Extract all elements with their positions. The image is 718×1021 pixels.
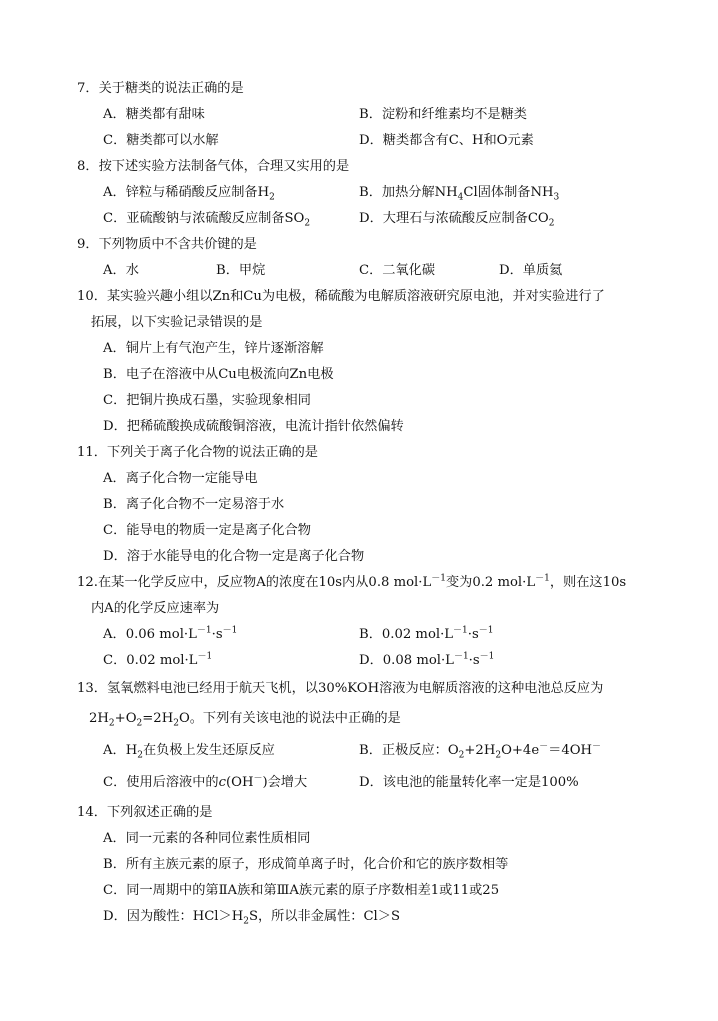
option-text: ＝4OH [548, 743, 593, 758]
option-text: C．使用后溶液中的 [103, 775, 219, 790]
option-c: C．把铜片换成石墨，实验现象相同 [103, 393, 311, 408]
subscript: 3 [553, 192, 560, 203]
question-7 [77, 80, 244, 98]
option-b: B．电子在溶液中从Cu电极流向Zn电极 [103, 367, 334, 382]
question-stem: 下列叙述正确的是 [106, 805, 213, 820]
option-d: D．把稀硫酸换成硫酸铜溶液，电流计指针依然偏转 [103, 419, 404, 434]
option-c [103, 774, 307, 792]
option-b [359, 184, 559, 202]
subscript: 4 [457, 192, 464, 203]
question-stem: 按下述实验方法制备气体，合理又实用的是 [98, 159, 350, 174]
superscript: － [253, 773, 263, 784]
option-d: D．该电池的能量转化率一定是100% [359, 775, 579, 790]
option-text: )会增大 [262, 775, 308, 790]
italic-variable: c [218, 775, 226, 790]
question-9 [77, 236, 257, 254]
superscript: －1 [197, 651, 213, 662]
superscript: －1 [535, 573, 550, 584]
question-stem: 变为0.2 mol·L [445, 575, 536, 590]
option-a [103, 184, 275, 202]
equation-text: =2H [142, 711, 174, 726]
option-b: B．甲烷 [216, 263, 266, 278]
question-stem: 氢氧燃料电池已经用于航天飞机，以30%KOH溶液为电解质溶液的这种电池总反应为 [106, 681, 604, 696]
option-text: D．大理石与浓硫酸反应制备CO [359, 211, 549, 226]
question-number: 13． [77, 681, 107, 696]
subscript: 2 [304, 218, 311, 229]
subscript: 2 [173, 718, 179, 729]
superscript: －1 [453, 651, 469, 662]
question-11 [77, 444, 318, 462]
subscript: 2 [458, 750, 465, 761]
subscript: 2 [495, 750, 502, 761]
option-b: B．淀粉和纤维素均不是糖类 [359, 107, 527, 122]
option-text: A．H [103, 743, 138, 758]
option-text: 在负极上发生还原反应 [142, 743, 275, 758]
question-13 [77, 680, 603, 698]
option-text: B．加热分解NH [359, 185, 458, 200]
option-a: A．同一元素的各种同位素性质相同 [103, 831, 311, 846]
option-b [359, 626, 493, 644]
question-stem: 在某一化学反应中，反应物A的浓度在10s内从0.8 mol·L [97, 575, 432, 590]
option-text: Cl固体制备NH [463, 185, 554, 200]
question-stem-continued: 拓展，以下实验记录错误的是 [91, 315, 263, 330]
option-a: A．离子化合物一定能导电 [103, 471, 258, 486]
option-c [103, 210, 310, 228]
superscript: －1 [431, 573, 446, 584]
question-equation-line [89, 710, 401, 728]
question-stem: 某实验兴趣小组以Zn和Cu为电极，稀硫酸为电解质溶液研究原电池，并对实验进行了 [106, 289, 605, 304]
superscript: － [592, 741, 602, 752]
option-text: ·s [211, 627, 223, 642]
question-stem: 关于糖类的说法正确的是 [98, 81, 244, 96]
option-text: (OH [225, 775, 254, 790]
superscript: － [539, 741, 549, 752]
question-number: 8． [77, 159, 99, 174]
option-d [359, 652, 494, 670]
option-text: D．0.08 mol·L [359, 653, 454, 668]
subscript: 2 [136, 718, 143, 729]
option-c: C．同一周期中的第ⅡA族和第ⅢA族元素的原子序数相差1或11或25 [103, 883, 500, 898]
superscript: －1 [453, 625, 468, 636]
option-text: ·s [467, 627, 479, 642]
question-10 [77, 288, 605, 306]
subscript: 2 [269, 192, 275, 203]
option-text: C．0.02 mol·L [103, 653, 198, 668]
question-stem: 下列关于离子化合物的说法正确的是 [106, 445, 318, 460]
question-number: 10． [77, 289, 107, 304]
option-text: D．因为酸性：HCl＞H [103, 909, 244, 924]
question-stem-continued: 内A的化学反应速率为 [91, 601, 220, 616]
option-a: A．糖类都有甜味 [103, 107, 205, 122]
equation-text: +O [114, 711, 137, 726]
question-8 [77, 158, 349, 176]
option-a: A．水 [103, 263, 139, 278]
superscript: －1 [479, 651, 495, 662]
option-text: A．锌粒与稀硝酸反应制备H [103, 185, 270, 200]
superscript: －1 [478, 625, 494, 636]
option-d: D．溶于水能导电的化合物一定是离子化合物 [103, 549, 365, 564]
option-text: ·s [468, 653, 480, 668]
option-text: S，所以非金属性：Cl＞S [248, 909, 401, 924]
question-number: 12. [77, 575, 98, 590]
question-number: 9． [77, 237, 99, 252]
question-stem: 下列物质中不含共价键的是 [98, 237, 257, 252]
option-text: +2H [464, 743, 496, 758]
subscript: 2 [243, 916, 249, 927]
question-stem: O。下列有关该电池的说法中正确的是 [178, 711, 401, 726]
option-text: C．亚硫酸钠与浓硫酸反应制备SO [103, 211, 305, 226]
option-text: B．0.02 mol·L [359, 627, 454, 642]
subscript: 2 [548, 218, 555, 229]
question-stem: ，则在这10s [549, 575, 627, 590]
option-c [103, 652, 212, 670]
option-c: C．能导电的物质一定是离子化合物 [103, 523, 311, 538]
option-b [359, 742, 601, 760]
option-a [103, 626, 237, 644]
option-d: D．单质氦 [499, 263, 563, 278]
question-14 [77, 804, 212, 822]
subscript: 2 [137, 750, 143, 761]
option-c: C．二氧化碳 [359, 263, 436, 278]
option-d [359, 210, 554, 228]
option-a [103, 742, 275, 760]
subscript: 2 [108, 718, 115, 729]
option-text: O+4e [501, 743, 540, 758]
option-d: D．糖类都含有C、H和O元素 [359, 133, 534, 148]
option-text: A．0.06 mol·L [103, 627, 197, 642]
question-number: 11． [77, 445, 107, 460]
question-number: 7． [77, 81, 99, 96]
option-a: A．铜片上有气泡产生，锌片逐渐溶解 [103, 341, 324, 356]
equation-text: 2H [89, 711, 109, 726]
superscript: －1 [222, 625, 238, 636]
option-d [103, 908, 400, 926]
option-text: B．正极反应：O [359, 743, 459, 758]
question-number: 14． [77, 805, 107, 820]
question-12 [77, 574, 626, 592]
superscript: －1 [196, 625, 212, 636]
option-c: C．糖类都可以水解 [103, 133, 219, 148]
option-b: B．所有主族元素的原子，形成简单离子时，化合价和它的族序数相等 [103, 857, 509, 872]
option-b: B．离子化合物不一定易溶于水 [103, 497, 285, 512]
